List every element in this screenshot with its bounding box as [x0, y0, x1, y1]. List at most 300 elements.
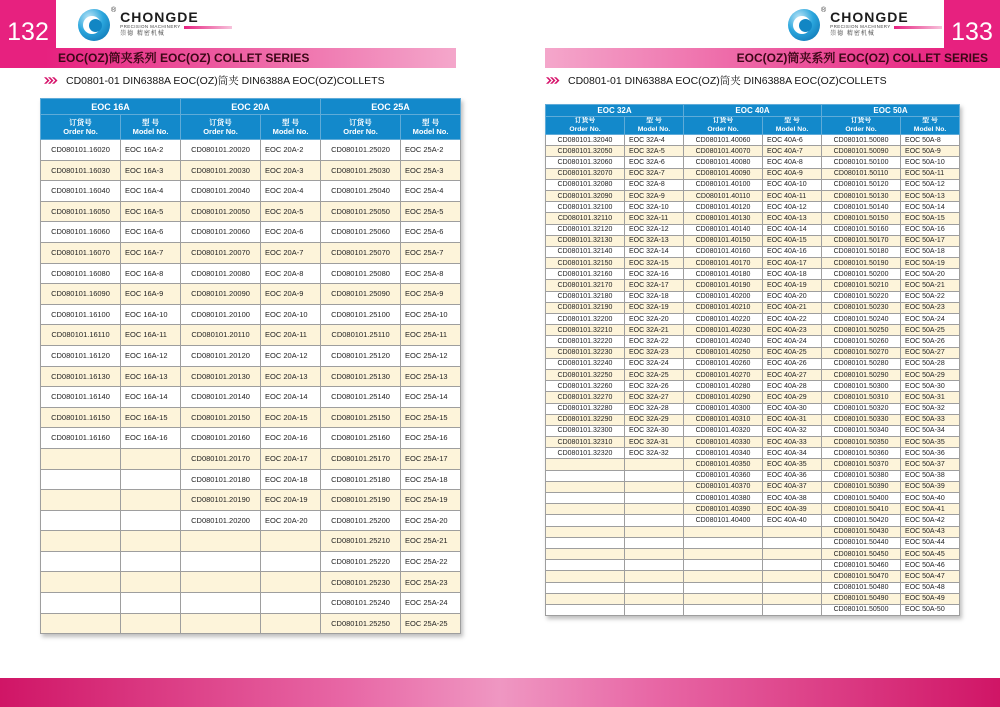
- order-no-header: 订货号 Order No.: [822, 117, 901, 135]
- table-row: [546, 414, 960, 425]
- order-no-cell: CD080101.32190: [546, 302, 625, 313]
- model-no-cell: [625, 515, 684, 526]
- collet-table-left: [40, 98, 461, 634]
- order-no-cell: CD080101.32050: [546, 146, 625, 157]
- table-row: [41, 304, 461, 325]
- order-no-cell: [181, 531, 261, 552]
- order-no-cell: [546, 526, 625, 537]
- table-row: [41, 613, 461, 634]
- model-no-cell: [261, 551, 321, 572]
- model-no-cell: [625, 582, 684, 593]
- model-no-cell: EOC 16A-7: [121, 242, 181, 263]
- order-no-cell: CD080101.50080: [822, 135, 901, 146]
- order-no-cell: CD080101.50260: [822, 336, 901, 347]
- group-header: EOC 32A: [546, 105, 684, 117]
- model-no-cell: EOC 40A-21: [763, 302, 822, 313]
- order-no-cell: [181, 551, 261, 572]
- order-no-cell: CD080101.50220: [822, 291, 901, 302]
- order-no-cell: [181, 613, 261, 634]
- model-no-cell: [261, 613, 321, 634]
- table-row: [546, 246, 960, 257]
- order-no-cell: CD080101.25040: [321, 181, 401, 202]
- order-no-cell: CD080101.40240: [684, 336, 763, 347]
- table-row: [41, 242, 461, 263]
- model-no-cell: EOC 32A-31: [625, 437, 684, 448]
- order-no-cell: CD080101.20100: [181, 304, 261, 325]
- order-no-cell: CD080101.50340: [822, 425, 901, 436]
- table-row: [41, 407, 461, 428]
- model-no-cell: [121, 593, 181, 614]
- model-no-cell: [625, 571, 684, 582]
- order-no-cell: CD080101.16030: [41, 160, 121, 181]
- order-no-cell: CD080101.20020: [181, 140, 261, 161]
- order-no-cell: CD080101.50350: [822, 437, 901, 448]
- model-no-cell: EOC 40A-40: [763, 515, 822, 526]
- order-no-cell: CD080101.20140: [181, 387, 261, 408]
- model-no-cell: EOC 40A-34: [763, 448, 822, 459]
- model-no-cell: EOC 20A-15: [261, 407, 321, 428]
- model-no-cell: EOC 40A-18: [763, 269, 822, 280]
- order-no-cell: [546, 481, 625, 492]
- order-no-cell: CD080101.40230: [684, 325, 763, 336]
- model-no-cell: EOC 32A-8: [625, 179, 684, 190]
- brand-chinese-name: 崇德 精密机械: [120, 31, 165, 37]
- model-no-cell: EOC 32A-28: [625, 403, 684, 414]
- model-no-cell: [261, 593, 321, 614]
- model-no-cell: [625, 560, 684, 571]
- model-no-cell: EOC 32A-30: [625, 425, 684, 436]
- model-no-cell: [763, 582, 822, 593]
- model-no-cell: EOC 50A-41: [901, 504, 960, 515]
- order-no-cell: CD080101.16040: [41, 181, 121, 202]
- order-no-cell: CD080101.50280: [822, 358, 901, 369]
- model-no-cell: EOC 40A-22: [763, 314, 822, 325]
- table-row: [41, 284, 461, 305]
- order-no-cell: [546, 593, 625, 604]
- table-row: [546, 168, 960, 179]
- order-no-cell: CD080101.40280: [684, 381, 763, 392]
- model-no-cell: EOC 50A-11: [901, 168, 960, 179]
- model-no-cell: EOC 50A-30: [901, 381, 960, 392]
- model-no-cell: EOC 16A-16: [121, 428, 181, 449]
- table-row: [546, 258, 960, 269]
- brand-tagline: PRECISION MACHINERY: [120, 24, 181, 29]
- table-row: [41, 593, 461, 614]
- model-no-cell: EOC 50A-13: [901, 190, 960, 201]
- model-no-cell: EOC 16A-3: [121, 160, 181, 181]
- order-no-cell: CD080101.20110: [181, 325, 261, 346]
- model-no-header: 型 号 Model No.: [401, 115, 461, 140]
- order-no-cell: CD080101.50360: [822, 448, 901, 459]
- brand-chinese-name: 崇德 精密机械: [830, 31, 875, 37]
- model-no-cell: EOC 40A-11: [763, 190, 822, 201]
- order-no-cell: CD080101.25140: [321, 387, 401, 408]
- table-row: [41, 428, 461, 449]
- order-no-cell: CD080101.25020: [321, 140, 401, 161]
- order-no-cell: CD080101.32130: [546, 235, 625, 246]
- model-no-cell: EOC 50A-22: [901, 291, 960, 302]
- table-row: [41, 345, 461, 366]
- model-no-cell: EOC 25A-10: [401, 304, 461, 325]
- model-no-cell: EOC 40A-27: [763, 369, 822, 380]
- model-no-cell: [625, 459, 684, 470]
- model-no-cell: EOC 40A-24: [763, 336, 822, 347]
- order-no-cell: CD080101.40200: [684, 291, 763, 302]
- order-no-cell: [546, 504, 625, 515]
- order-no-cell: CD080101.50310: [822, 392, 901, 403]
- order-no-cell: CD080101.32080: [546, 179, 625, 190]
- order-no-cell: CD080101.50500: [822, 604, 901, 615]
- model-no-cell: EOC 25A-17: [401, 448, 461, 469]
- model-no-cell: EOC 25A-13: [401, 366, 461, 387]
- order-no-cell: CD080101.40080: [684, 157, 763, 168]
- table-row: [546, 515, 960, 526]
- model-no-cell: EOC 20A-16: [261, 428, 321, 449]
- order-no-cell: CD080101.32090: [546, 190, 625, 201]
- table-row: [546, 560, 960, 571]
- table-row: [546, 481, 960, 492]
- order-no-cell: CD080101.40060: [684, 135, 763, 146]
- model-no-cell: EOC 50A-9: [901, 146, 960, 157]
- model-no-cell: EOC 25A-6: [401, 222, 461, 243]
- model-no-cell: EOC 25A-7: [401, 242, 461, 263]
- model-no-cell: EOC 20A-3: [261, 160, 321, 181]
- table-row: [41, 160, 461, 181]
- table-row: [41, 448, 461, 469]
- table-row: [41, 366, 461, 387]
- model-no-cell: EOC 32A-16: [625, 269, 684, 280]
- order-no-cell: CD080101.50230: [822, 302, 901, 313]
- model-no-header: 型 号 Model No.: [261, 115, 321, 140]
- order-no-header: 订货号 Order No.: [321, 115, 401, 140]
- model-no-cell: [763, 604, 822, 615]
- order-no-cell: CD080101.50150: [822, 213, 901, 224]
- order-no-cell: CD080101.16020: [41, 140, 121, 161]
- model-no-cell: EOC 20A-11: [261, 325, 321, 346]
- group-header: EOC 50A: [822, 105, 960, 117]
- model-no-cell: EOC 20A-2: [261, 140, 321, 161]
- order-no-cell: CD080101.50180: [822, 246, 901, 257]
- model-no-cell: EOC 50A-33: [901, 414, 960, 425]
- chevrons-icon: [44, 75, 61, 86]
- model-no-cell: EOC 20A-4: [261, 181, 321, 202]
- model-no-cell: EOC 32A-29: [625, 414, 684, 425]
- model-no-cell: EOC 50A-15: [901, 213, 960, 224]
- order-no-cell: CD080101.50490: [822, 593, 901, 604]
- table-row: [41, 490, 461, 511]
- model-no-cell: EOC 50A-24: [901, 314, 960, 325]
- model-no-cell: EOC 25A-24: [401, 593, 461, 614]
- model-no-cell: EOC 50A-40: [901, 493, 960, 504]
- order-no-cell: CD080101.16070: [41, 242, 121, 263]
- order-no-cell: CD080101.40340: [684, 448, 763, 459]
- order-no-cell: CD080101.40370: [684, 481, 763, 492]
- order-no-cell: [41, 510, 121, 531]
- order-no-cell: [684, 604, 763, 615]
- order-no-cell: CD080101.40190: [684, 280, 763, 291]
- model-no-cell: EOC 50A-42: [901, 515, 960, 526]
- model-no-cell: EOC 40A-39: [763, 504, 822, 515]
- model-no-cell: EOC 50A-35: [901, 437, 960, 448]
- table-row: [546, 470, 960, 481]
- order-no-cell: CD080101.40210: [684, 302, 763, 313]
- order-no-cell: [181, 593, 261, 614]
- model-no-header: 型 号 Model No.: [763, 117, 822, 135]
- order-no-cell: CD080101.20170: [181, 448, 261, 469]
- model-no-cell: EOC 20A-10: [261, 304, 321, 325]
- model-no-cell: EOC 16A-9: [121, 284, 181, 305]
- order-no-cell: CD080101.20120: [181, 345, 261, 366]
- order-no-cell: [41, 531, 121, 552]
- order-no-cell: [546, 560, 625, 571]
- order-no-cell: CD080101.16100: [41, 304, 121, 325]
- table-row: [546, 358, 960, 369]
- order-no-cell: CD080101.50130: [822, 190, 901, 201]
- model-no-cell: EOC 50A-18: [901, 246, 960, 257]
- model-no-cell: [261, 531, 321, 552]
- table-row: [41, 510, 461, 531]
- order-no-cell: CD080101.25240: [321, 593, 401, 614]
- order-no-cell: CD080101.40170: [684, 258, 763, 269]
- order-no-cell: CD080101.40180: [684, 269, 763, 280]
- model-no-cell: EOC 20A-19: [261, 490, 321, 511]
- order-no-cell: CD080101.32230: [546, 347, 625, 358]
- order-no-cell: CD080101.40360: [684, 470, 763, 481]
- model-no-cell: EOC 50A-17: [901, 235, 960, 246]
- model-no-cell: EOC 40A-28: [763, 381, 822, 392]
- table-row: [546, 347, 960, 358]
- model-no-cell: EOC 32A-21: [625, 325, 684, 336]
- model-no-cell: EOC 50A-44: [901, 537, 960, 548]
- model-no-cell: EOC 40A-6: [763, 135, 822, 146]
- order-no-cell: CD080101.40090: [684, 168, 763, 179]
- table-row: [546, 437, 960, 448]
- model-no-cell: EOC 32A-7: [625, 168, 684, 179]
- model-no-cell: EOC 25A-14: [401, 387, 461, 408]
- model-no-cell: EOC 40A-16: [763, 246, 822, 257]
- order-no-cell: CD080101.40250: [684, 347, 763, 358]
- model-no-cell: EOC 40A-14: [763, 224, 822, 235]
- order-no-cell: CD080101.32060: [546, 157, 625, 168]
- model-no-cell: [625, 604, 684, 615]
- model-no-cell: [625, 504, 684, 515]
- model-no-cell: [625, 548, 684, 559]
- order-no-cell: CD080101.50440: [822, 537, 901, 548]
- brand-logo: [78, 9, 232, 41]
- model-no-cell: EOC 50A-10: [901, 157, 960, 168]
- group-header: EOC 25A: [321, 99, 461, 115]
- model-no-cell: EOC 50A-43: [901, 526, 960, 537]
- order-no-cell: CD080101.50470: [822, 571, 901, 582]
- order-no-cell: CD080101.32110: [546, 213, 625, 224]
- chevrons-icon: [546, 75, 563, 86]
- model-no-cell: EOC 50A-49: [901, 593, 960, 604]
- model-no-cell: EOC 40A-26: [763, 358, 822, 369]
- table-row: [41, 531, 461, 552]
- order-no-cell: CD080101.50330: [822, 414, 901, 425]
- model-no-cell: EOC 50A-48: [901, 582, 960, 593]
- model-no-cell: EOC 16A-14: [121, 387, 181, 408]
- table-row: [546, 493, 960, 504]
- brand-name: CHONGDE: [830, 9, 909, 25]
- model-no-cell: EOC 16A-11: [121, 325, 181, 346]
- order-no-cell: CD080101.50420: [822, 515, 901, 526]
- order-no-cell: CD080101.25060: [321, 222, 401, 243]
- model-no-cell: EOC 40A-9: [763, 168, 822, 179]
- order-no-cell: [181, 572, 261, 593]
- table-row: [41, 551, 461, 572]
- model-no-cell: EOC 20A-5: [261, 201, 321, 222]
- tagline-line: [184, 26, 232, 29]
- model-no-cell: [625, 470, 684, 481]
- order-no-cell: CD080101.20060: [181, 222, 261, 243]
- table-row: [546, 280, 960, 291]
- order-no-cell: CD080101.50450: [822, 548, 901, 559]
- order-no-cell: [546, 537, 625, 548]
- order-no-cell: CD080101.25080: [321, 263, 401, 284]
- table-row: [546, 224, 960, 235]
- order-no-cell: CD080101.25180: [321, 469, 401, 490]
- order-no-cell: CD080101.40270: [684, 369, 763, 380]
- order-no-cell: CD080101.32290: [546, 414, 625, 425]
- model-no-cell: EOC 16A-10: [121, 304, 181, 325]
- model-no-cell: EOC 32A-18: [625, 291, 684, 302]
- logo-text: [830, 9, 942, 38]
- order-no-cell: CD080101.50370: [822, 459, 901, 470]
- order-no-cell: CD080101.25190: [321, 490, 401, 511]
- order-no-cell: [546, 548, 625, 559]
- model-no-cell: EOC 32A-24: [625, 358, 684, 369]
- model-no-cell: EOC 20A-6: [261, 222, 321, 243]
- model-no-cell: [121, 613, 181, 634]
- model-no-cell: EOC 32A-25: [625, 369, 684, 380]
- order-no-cell: [41, 551, 121, 572]
- model-no-cell: EOC 32A-26: [625, 381, 684, 392]
- model-no-cell: EOC 40A-31: [763, 414, 822, 425]
- order-no-cell: CD080101.50120: [822, 179, 901, 190]
- order-no-cell: CD080101.50320: [822, 403, 901, 414]
- order-no-cell: CD080101.50390: [822, 481, 901, 492]
- order-no-cell: CD080101.40110: [684, 190, 763, 201]
- model-no-cell: EOC 32A-19: [625, 302, 684, 313]
- order-no-cell: CD080101.40140: [684, 224, 763, 235]
- table-row: [546, 314, 960, 325]
- table-row: [546, 302, 960, 313]
- model-no-cell: [763, 571, 822, 582]
- order-no-cell: CD080101.25230: [321, 572, 401, 593]
- order-no-cell: [41, 572, 121, 593]
- order-no-cell: CD080101.32180: [546, 291, 625, 302]
- model-no-cell: EOC 32A-15: [625, 258, 684, 269]
- model-no-cell: EOC 50A-26: [901, 336, 960, 347]
- order-no-cell: CD080101.50240: [822, 314, 901, 325]
- brand-name: CHONGDE: [120, 9, 199, 25]
- model-no-cell: EOC 40A-12: [763, 202, 822, 213]
- order-no-cell: CD080101.50380: [822, 470, 901, 481]
- subtitle-text: CD0801-01 DIN6388A EOC(OZ)筒夹 DIN6388A EOC(OZ)COLLETS: [568, 75, 887, 87]
- model-no-cell: EOC 40A-25: [763, 347, 822, 358]
- model-no-cell: EOC 40A-20: [763, 291, 822, 302]
- order-no-cell: [684, 526, 763, 537]
- order-no-cell: CD080101.25210: [321, 531, 401, 552]
- model-no-cell: EOC 40A-29: [763, 392, 822, 403]
- order-no-cell: CD080101.32140: [546, 246, 625, 257]
- order-no-cell: [546, 493, 625, 504]
- model-no-cell: EOC 25A-18: [401, 469, 461, 490]
- order-no-cell: CD080101.32310: [546, 437, 625, 448]
- table-row: [546, 325, 960, 336]
- model-no-header: 型 号 Model No.: [901, 117, 960, 135]
- model-no-cell: EOC 25A-8: [401, 263, 461, 284]
- table-row: [546, 403, 960, 414]
- model-no-cell: EOC 32A-32: [625, 448, 684, 459]
- order-no-cell: CD080101.16090: [41, 284, 121, 305]
- model-no-cell: [121, 490, 181, 511]
- model-no-cell: EOC 50A-19: [901, 258, 960, 269]
- model-no-cell: [121, 510, 181, 531]
- model-no-cell: EOC 40A-13: [763, 213, 822, 224]
- table-row: [546, 448, 960, 459]
- order-no-cell: CD080101.50090: [822, 146, 901, 157]
- model-no-cell: EOC 40A-35: [763, 459, 822, 470]
- table-row: [546, 336, 960, 347]
- model-no-cell: [763, 537, 822, 548]
- order-no-cell: [684, 548, 763, 559]
- order-no-cell: CD080101.20200: [181, 510, 261, 531]
- model-no-cell: EOC 25A-19: [401, 490, 461, 511]
- model-no-cell: EOC 25A-21: [401, 531, 461, 552]
- order-no-cell: CD080101.40120: [684, 202, 763, 213]
- order-no-header: 订货号 Order No.: [41, 115, 121, 140]
- table-row: [41, 469, 461, 490]
- order-no-cell: CD080101.50290: [822, 369, 901, 380]
- model-no-cell: EOC 40A-8: [763, 157, 822, 168]
- order-no-cell: CD080101.50210: [822, 280, 901, 291]
- model-no-cell: EOC 32A-13: [625, 235, 684, 246]
- order-no-cell: CD080101.32120: [546, 224, 625, 235]
- table-row: [546, 571, 960, 582]
- model-no-cell: EOC 25A-3: [401, 160, 461, 181]
- order-no-cell: CD080101.50190: [822, 258, 901, 269]
- page-number: 133: [951, 18, 993, 46]
- order-no-cell: [546, 470, 625, 481]
- order-no-cell: CD080101.40400: [684, 515, 763, 526]
- order-no-cell: CD080101.40310: [684, 414, 763, 425]
- model-no-cell: [121, 531, 181, 552]
- order-no-cell: CD080101.25110: [321, 325, 401, 346]
- model-no-cell: EOC 25A-4: [401, 181, 461, 202]
- page-number: 132: [7, 18, 49, 46]
- model-no-cell: EOC 50A-27: [901, 347, 960, 358]
- order-no-cell: CD080101.32150: [546, 258, 625, 269]
- order-no-cell: CD080101.32300: [546, 425, 625, 436]
- order-no-cell: CD080101.40290: [684, 392, 763, 403]
- model-no-cell: EOC 50A-32: [901, 403, 960, 414]
- table-row: [546, 179, 960, 190]
- table-row: [546, 202, 960, 213]
- model-no-cell: EOC 50A-14: [901, 202, 960, 213]
- collet-table-right: [545, 104, 960, 616]
- order-no-cell: CD080101.50160: [822, 224, 901, 235]
- order-no-cell: CD080101.16140: [41, 387, 121, 408]
- order-no-cell: CD080101.25050: [321, 201, 401, 222]
- model-no-cell: EOC 16A-12: [121, 345, 181, 366]
- order-no-cell: CD080101.40150: [684, 235, 763, 246]
- table-row: [546, 213, 960, 224]
- order-no-cell: CD080101.50430: [822, 526, 901, 537]
- model-no-cell: EOC 20A-7: [261, 242, 321, 263]
- order-no-cell: CD080101.40260: [684, 358, 763, 369]
